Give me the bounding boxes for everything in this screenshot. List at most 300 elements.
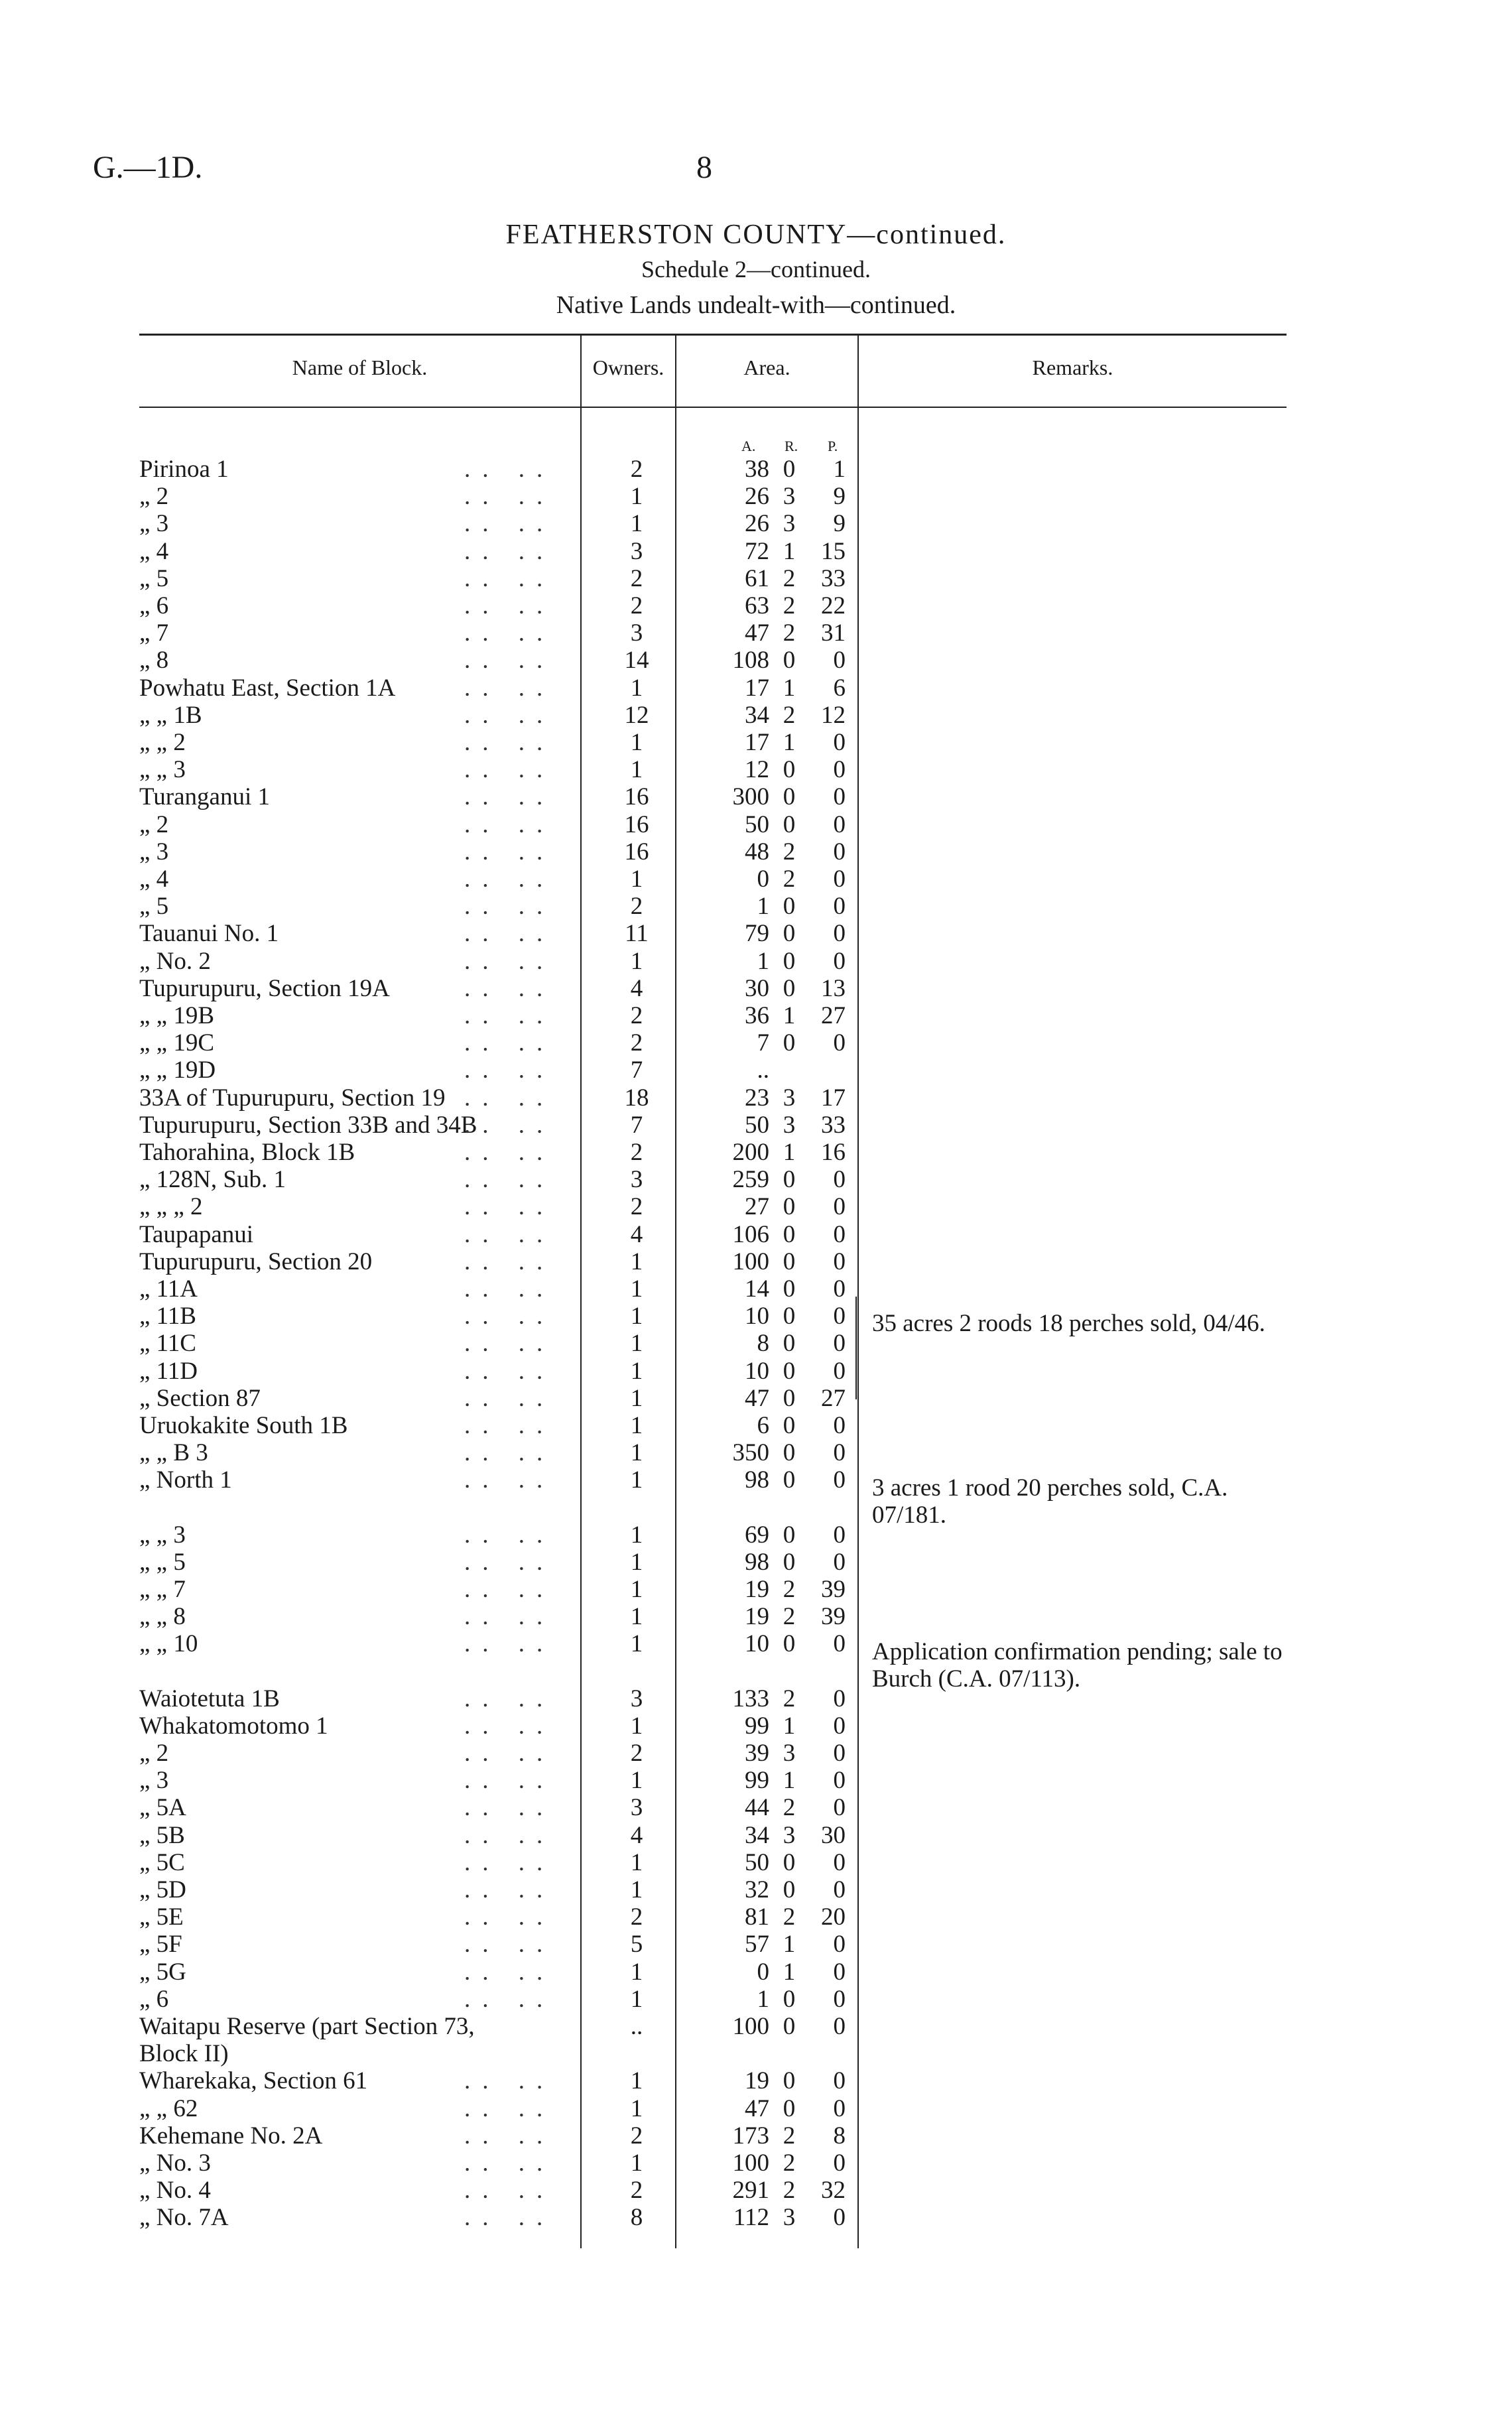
block-name: „ 2	[139, 1740, 169, 1767]
block-name: „ No. 2	[139, 947, 211, 975]
block-name: Tupurupuru, Section 33B and 34B	[139, 1111, 477, 1139]
table-row	[0, 1084, 1512, 1112]
block-name: „ „ 8	[139, 1603, 186, 1631]
area-roods: 3	[783, 1740, 796, 1767]
area-perches: 9	[833, 510, 846, 538]
area-roods: 0	[783, 810, 796, 838]
block-name: „ 5F	[139, 1931, 182, 1958]
table-row	[0, 2177, 1512, 2204]
table-row	[0, 975, 1512, 1002]
owners-count: 1	[630, 1548, 643, 1576]
area-perches: 33	[821, 564, 846, 592]
block-name: „ 3	[139, 838, 169, 865]
area-acres: 17	[745, 674, 769, 702]
table-row	[0, 1603, 1512, 1630]
table-row	[0, 756, 1512, 783]
leader-dots: .. ..	[464, 1248, 555, 1275]
area-acres: 19	[745, 1576, 769, 1603]
owners-count: 18	[624, 1084, 649, 1112]
area-acres: 47	[745, 619, 769, 647]
area-roods: 2	[783, 2122, 796, 2149]
table-row	[0, 1822, 1512, 1849]
area-acres: 10	[745, 1357, 769, 1385]
block-name: 33A of Tupurupuru, Section 19	[139, 1084, 446, 1112]
block-name: „ No. 7A	[139, 2204, 229, 2232]
remark-11-sections: 35 acres 2 roods 18 perches sold, 04/46.	[872, 1310, 1265, 1337]
block-name: „ „ 2	[139, 729, 186, 756]
owners-count: 1	[630, 1330, 643, 1358]
block-name: „ 3	[139, 1767, 169, 1795]
block-name: „ 6	[139, 592, 169, 619]
block-name: Tauanui No. 1	[139, 920, 279, 948]
header-bottom-rule	[139, 407, 1287, 408]
owners-count: 1	[630, 2149, 643, 2177]
owners-count: 2	[630, 1193, 643, 1221]
area-acres: 8	[757, 1330, 769, 1358]
area-acres: 10	[745, 1303, 769, 1330]
owners-count: 2	[630, 1139, 643, 1166]
table-row	[0, 1958, 1512, 1986]
block-name: „ „ 19D	[139, 1057, 216, 1084]
area-acres: 10	[745, 1630, 769, 1658]
table-row	[0, 1576, 1512, 1603]
area-acres: 12	[745, 756, 769, 784]
area-roods: 0	[783, 1412, 796, 1439]
owners-count: 1	[630, 1521, 643, 1549]
area-acres: 34	[745, 1821, 769, 1849]
area-acres: 57	[745, 1931, 769, 1958]
table-row	[0, 2013, 1512, 2040]
remark-north-10: Application confirmation pending; sale to Burch (C.A. 07/113).	[872, 1638, 1283, 1693]
area-perches: 0	[833, 2013, 846, 2040]
owners-count: 2	[630, 564, 643, 592]
owners-count: 1	[630, 1275, 643, 1303]
area-perches: 0	[833, 1193, 846, 1221]
table-row	[0, 1794, 1512, 1821]
owners-count: 1	[630, 1603, 643, 1631]
leader-dots: .. ..	[464, 1985, 555, 2013]
block-name: „ „ 10	[139, 1630, 198, 1658]
block-name: „ 2	[139, 810, 169, 838]
unit-roods: R.	[785, 438, 798, 454]
table-row	[0, 1112, 1512, 1139]
leader-dots: .. ..	[464, 1876, 555, 1903]
leader-dots: .. ..	[464, 1330, 555, 1358]
block-name: „ 5E	[139, 1903, 184, 1931]
area-acres: 0	[757, 865, 769, 893]
area-perches: 0	[833, 865, 846, 893]
area-perches: 0	[833, 947, 846, 975]
area-acres: 34	[745, 701, 769, 729]
area-acres: 99	[745, 1712, 769, 1740]
area-perches: 0	[833, 647, 846, 674]
owners-count: 3	[630, 537, 643, 565]
leader-dots: .. ..	[464, 483, 555, 511]
area-acres: 30	[745, 974, 769, 1002]
area-roods: 0	[783, 1166, 796, 1194]
leader-dots: .. ..	[464, 1057, 555, 1084]
area-perches: 0	[833, 1303, 846, 1330]
leader-dots: .. ..	[464, 1220, 555, 1248]
area-perches: 16	[821, 1139, 846, 1166]
area-acres: 99	[745, 1767, 769, 1795]
leader-dots: .. ..	[464, 510, 555, 538]
area-perches: 0	[833, 920, 846, 948]
header-name-of-block: Name of Block.	[292, 355, 428, 379]
area-perches: 0	[833, 1220, 846, 1248]
area-roods: 2	[783, 1903, 796, 1931]
table-row	[0, 2149, 1512, 2177]
unit-acres: A.	[741, 438, 756, 454]
area-roods: 2	[783, 592, 796, 619]
table-row	[0, 920, 1512, 947]
leader-dots: .. ..	[464, 2067, 555, 2095]
owners-count: 1	[630, 483, 643, 511]
area-roods: 0	[783, 756, 796, 784]
leader-dots: .. ..	[464, 537, 555, 565]
area-perches: 0	[833, 1848, 846, 1876]
area-acres: 36	[745, 1002, 769, 1029]
leader-dots: .. ..	[464, 893, 555, 921]
block-name: Waiotetuta 1B	[139, 1685, 280, 1712]
area-roods: 3	[783, 1084, 796, 1112]
owners-count: 4	[630, 1220, 643, 1248]
area-acres: 291	[732, 2177, 769, 2205]
area-perches: 0	[833, 1876, 846, 1903]
table-row	[0, 456, 1512, 483]
area-perches: 0	[833, 1521, 846, 1549]
owners-count: 1	[630, 1248, 643, 1275]
block-name: „ 11B	[139, 1303, 196, 1330]
area-perches: 0	[833, 1630, 846, 1658]
leader-dots: .. ..	[464, 2149, 555, 2177]
block-name: „ 5C	[139, 1848, 185, 1876]
owners-count: 14	[624, 647, 649, 674]
table-row	[0, 1275, 1512, 1303]
block-name: Kehemane No. 2A	[139, 2122, 323, 2149]
table-row	[0, 483, 1512, 510]
area-roods: 2	[783, 838, 796, 865]
owners-count: 1	[630, 1767, 643, 1795]
owners-count: 1	[630, 1712, 643, 1740]
area-roods: 1	[783, 1002, 796, 1029]
leader-dots: .. ..	[464, 1848, 555, 1876]
owners-count: 2	[630, 1002, 643, 1029]
area-perches: 15	[821, 537, 846, 565]
area-acres: 38	[745, 456, 769, 483]
area-roods: 0	[783, 1876, 796, 1903]
section-subtitle: Native Lands undealt-with—continued.	[556, 291, 956, 319]
area-roods: 0	[783, 1029, 796, 1057]
area-perches: 0	[833, 783, 846, 811]
owners-count: 2	[630, 456, 643, 483]
owners-count: 16	[624, 783, 649, 811]
owners-count: 1	[630, 1466, 643, 1494]
owners-count: 8	[630, 2204, 643, 2232]
block-name: „ „ 7	[139, 1576, 186, 1603]
block-name: Waitapu Reserve (part Section 73,	[139, 2013, 475, 2040]
area-perches: 0	[833, 1248, 846, 1275]
area-roods: 0	[783, 2013, 796, 2040]
owners-count: 3	[630, 1166, 643, 1194]
area-acres: 26	[745, 483, 769, 511]
owners-count: 1	[630, 1985, 643, 2013]
owners-count: 2	[630, 592, 643, 619]
remark-brace	[855, 1297, 870, 1399]
area-roods: 1	[783, 1767, 796, 1795]
table-row	[0, 1412, 1512, 1439]
area-perches: 13	[821, 974, 846, 1002]
owners-count: 1	[630, 674, 643, 702]
leader-dots: .. ..	[464, 456, 555, 483]
area-roods: 2	[783, 1576, 796, 1603]
area-acres: 7	[757, 1029, 769, 1057]
owners-count: 2	[630, 893, 643, 921]
leader-dots: .. ..	[464, 2204, 555, 2232]
area-acres: 173	[732, 2122, 769, 2149]
unit-perches: P.	[828, 438, 838, 454]
area-roods: 1	[783, 674, 796, 702]
leader-dots: .. ..	[464, 1166, 555, 1194]
document-reference: G.—1D.	[93, 150, 203, 185]
area-roods: 0	[783, 893, 796, 921]
area-roods: 0	[783, 1357, 796, 1385]
schedule-title: Schedule 2—continued.	[641, 256, 871, 283]
area-perches: 9	[833, 483, 846, 511]
owners-count: 1	[630, 947, 643, 975]
area-acres: 79	[745, 920, 769, 948]
table-row	[0, 1385, 1512, 1412]
block-name: Tupurupuru, Section 20	[139, 1248, 373, 1275]
owners-count: 2	[630, 1740, 643, 1767]
area-acres: 72	[745, 537, 769, 565]
area-roods: 0	[783, 1193, 796, 1221]
owners-count: 1	[630, 1412, 643, 1439]
block-name: „ North 1	[139, 1466, 232, 1494]
area-acres: 259	[732, 1166, 769, 1194]
owners-count: 7	[630, 1111, 643, 1139]
area-acres: 26	[745, 510, 769, 538]
table-row	[0, 674, 1512, 702]
block-name: „ 2	[139, 483, 169, 511]
area-acres: 1	[757, 893, 769, 921]
leader-dots: .. ..	[464, 920, 555, 948]
area-perches: 0	[833, 1548, 846, 1576]
area-perches: 0	[833, 1357, 846, 1385]
block-name: „ 4	[139, 865, 169, 893]
block-name: „ 5	[139, 564, 169, 592]
leader-dots: .. ..	[464, 619, 555, 647]
leader-dots: .. ..	[464, 1685, 555, 1712]
area-roods: 0	[783, 1303, 796, 1330]
block-name: „ „ 19C	[139, 1029, 215, 1057]
block-name: „ 5	[139, 893, 169, 921]
area-acres: 63	[745, 592, 769, 619]
leader-dots: .. ..	[464, 592, 555, 619]
area-roods: 2	[783, 1603, 796, 1631]
owners-count: 5	[630, 1931, 643, 1958]
area-roods: 1	[783, 1712, 796, 1740]
block-name: „ Section 87	[139, 1384, 261, 1412]
table-row	[0, 865, 1512, 893]
area-acres: 50	[745, 1111, 769, 1139]
area-roods: 1	[783, 1931, 796, 1958]
owners-count: 12	[624, 701, 649, 729]
area-roods: 0	[783, 974, 796, 1002]
area-perches: 32	[821, 2177, 846, 2205]
owners-count: 3	[630, 1685, 643, 1712]
area-roods: 0	[783, 1985, 796, 2013]
area-acres: 69	[745, 1521, 769, 1549]
area-roods: 0	[783, 1439, 796, 1467]
leader-dots: .. ..	[464, 729, 555, 756]
leader-dots: .. ..	[464, 865, 555, 893]
leader-dots: .. ..	[464, 756, 555, 784]
area-acres: 19	[745, 1603, 769, 1631]
leader-dots: .. ..	[464, 1603, 555, 1631]
block-name: Pirinoa 1	[139, 456, 229, 483]
area-roods: 2	[783, 564, 796, 592]
owners-count: 1	[630, 1303, 643, 1330]
area-perches: 12	[821, 701, 846, 729]
area-acres: 1	[757, 947, 769, 975]
leader-dots: .. ..	[464, 1767, 555, 1795]
leader-dots: .. ..	[464, 1630, 555, 1658]
area-perches: 0	[833, 838, 846, 865]
table-row	[0, 2067, 1512, 2094]
area-perches: 39	[821, 1576, 846, 1603]
leader-dots: .. ..	[464, 1384, 555, 1412]
block-name: „ 4	[139, 537, 169, 565]
table-row	[0, 893, 1512, 920]
area-acres: 48	[745, 838, 769, 865]
owners-count: 1	[630, 1357, 643, 1385]
owners-count: 4	[630, 1821, 643, 1849]
table-row	[0, 729, 1512, 756]
owners-count: 1	[630, 1958, 643, 1986]
leader-dots: .. ..	[464, 1111, 555, 1139]
leader-dots: .. ..	[464, 1412, 555, 1439]
area-perches: 0	[833, 1958, 846, 1986]
leader-dots: .. ..	[464, 564, 555, 592]
area-roods: 2	[783, 1685, 796, 1712]
table-row	[0, 1986, 1512, 2013]
leader-dots: .. ..	[464, 674, 555, 702]
area-roods: 0	[783, 1220, 796, 1248]
area-perches: 0	[833, 893, 846, 921]
area-roods: 2	[783, 2177, 796, 2205]
area-acres: 100	[732, 2149, 769, 2177]
table-row	[0, 510, 1512, 537]
owners-count: 2	[630, 1903, 643, 1931]
area-acres: 19	[745, 2067, 769, 2095]
area-perches: 0	[833, 1767, 846, 1795]
area-acres: 1	[757, 1985, 769, 2013]
table-row	[0, 702, 1512, 729]
header-remarks: Remarks.	[1032, 355, 1113, 379]
area-roods: 2	[783, 1794, 796, 1822]
area-acres: 50	[745, 1848, 769, 1876]
leader-dots: .. ..	[464, 1576, 555, 1603]
block-name: Tupurupuru, Section 19A	[139, 974, 390, 1002]
block-name: „ No. 3	[139, 2149, 211, 2177]
leader-dots: .. ..	[464, 974, 555, 1002]
area-perches: 0	[833, 1275, 846, 1303]
leader-dots: .. ..	[464, 1439, 555, 1467]
owners-count: 1	[630, 1848, 643, 1876]
area-roods: 0	[783, 1630, 796, 1658]
table-row	[0, 1166, 1512, 1193]
area-perches: 39	[821, 1603, 846, 1631]
block-name: „ 5B	[139, 1821, 185, 1849]
area-acres: 81	[745, 1903, 769, 1931]
area-acres: 61	[745, 564, 769, 592]
block-name: „ 5G	[139, 1958, 186, 1986]
leader-dots: .. ..	[464, 1821, 555, 1849]
area-roods: 0	[783, 1848, 796, 1876]
area-roods: 0	[783, 947, 796, 975]
area-roods: 1	[783, 1139, 796, 1166]
owners-count: 1	[630, 2067, 643, 2095]
leader-dots: .. ..	[464, 810, 555, 838]
area-acres: 6	[757, 1412, 769, 1439]
area-roods: 0	[783, 1466, 796, 1494]
leader-dots: .. ..	[464, 838, 555, 865]
owners-count: 3	[630, 1794, 643, 1822]
page-number: 8	[696, 150, 712, 185]
county-title: FEATHERSTON COUNTY—continued.	[505, 220, 1007, 250]
remark-north-1: 3 acres 1 rood 20 perches sold, C.A. 07/181.	[872, 1474, 1228, 1529]
area-acres: 200	[732, 1139, 769, 1166]
area-roods: 3	[783, 510, 796, 538]
table-row	[0, 619, 1512, 647]
owners-count: 1	[630, 510, 643, 538]
area-perches: 0	[833, 810, 846, 838]
area-roods: 0	[783, 1330, 796, 1358]
block-name: Taupapanui	[139, 1220, 254, 1248]
area-roods: 0	[783, 1521, 796, 1549]
area-acres: 300	[732, 783, 769, 811]
area-roods: 0	[783, 647, 796, 674]
leader-dots: .. ..	[464, 1740, 555, 1767]
area-perches: 6	[833, 674, 846, 702]
area-acres: 44	[745, 1794, 769, 1822]
block-name: „ 8	[139, 647, 169, 674]
area-acres: 32	[745, 1876, 769, 1903]
leader-dots: .. ..	[464, 1357, 555, 1385]
table-row	[0, 1549, 1512, 1576]
area-perches: 0	[833, 756, 846, 784]
area-acres: 350	[732, 1439, 769, 1467]
table-row	[0, 1193, 1512, 1220]
table-row	[0, 838, 1512, 865]
owners-count: 16	[624, 838, 649, 865]
table-row	[0, 1767, 1512, 1794]
area-perches: 0	[833, 1412, 846, 1439]
leader-dots: .. ..	[464, 1139, 555, 1166]
table-row	[0, 2095, 1512, 2122]
area-acres: 0	[757, 1958, 769, 1986]
leader-dots: .. ..	[464, 1084, 555, 1112]
table-row	[0, 1221, 1512, 1248]
owners-count: 1	[630, 2094, 643, 2122]
leader-dots: .. ..	[464, 1903, 555, 1931]
area-perches: 0	[833, 1029, 846, 1057]
block-name: „ „ B 3	[139, 1439, 208, 1467]
table-row	[0, 783, 1512, 810]
table-row	[0, 1139, 1512, 1166]
table-row	[0, 1849, 1512, 1876]
